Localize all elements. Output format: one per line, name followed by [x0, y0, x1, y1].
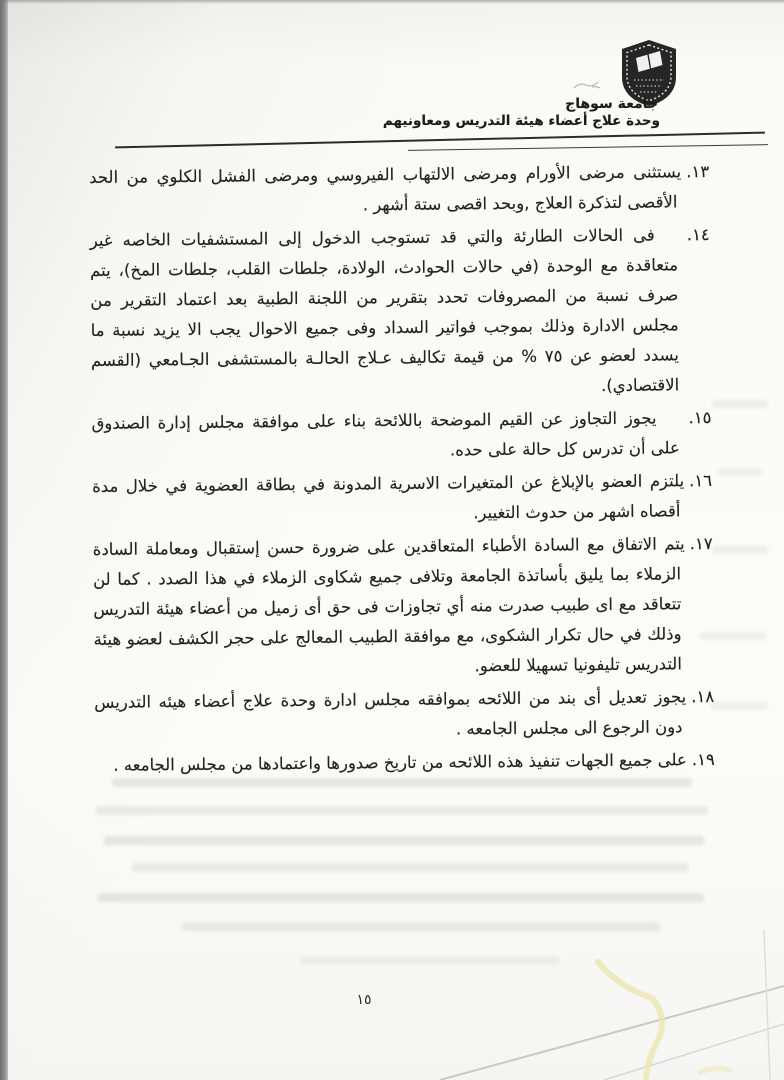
bleed-through-mark [700, 632, 766, 640]
university-name: جامعة سوهاج [565, 96, 658, 112]
bleed-through-line [98, 893, 704, 902]
item-text: يستثنى مرضى الأورام ومرضى الالتهاب الفيروسي ومرضى الفشل الكلوي من الحد الأقصى لتذكرة العلاج ,وبحد اقصى ستة أشهر . [89, 162, 682, 215]
item-text: يجوز تعديل أى بند من اللائحه بموافقه مجلس ادارة وحدة علاج أعضاء هيئه التدريس دون الرجوع الى مجلس الجامعه . [94, 687, 687, 739]
item-text: يتم الاتفاق مع السادة الأطباء المتعاقدين على ضرورة حسن إستقبال ومعاملة السادة الزملاء بما يليق بأساتذة الجامعة وتلافى جميع شكاوى الزملاء في هذا الصدد . كما لن تتعاقد مع اى طبيب صدرت منه أي تجاوزات فى حق أى زميل من أعضاء هيئة التدريس وذلك في حال تكرار الشكوى، مع موافقة الطبيب المعالج على حجر الكشف لعضو هيئة التدريس تليفونيا تسهيلا للعضو. [92, 534, 685, 676]
bleed-through-mark [712, 400, 768, 408]
page-number: ١٥ [356, 992, 372, 1008]
scan-edge-shadow [0, 0, 8, 1080]
regulation-item-18 [94, 682, 715, 748]
scan-top-shadow [0, 0, 784, 4]
item-text: يجوز التجاوز عن القيم الموضحة باللائحة بناء على موافقة مجلس إدارة الصندوق على أن تدرس كل حالة على حده. [91, 408, 680, 460]
item-number: ١٩. [691, 750, 715, 770]
regulation-item-14 [90, 220, 712, 406]
bleed-through-mark [710, 702, 768, 710]
item-number: ١٣. [686, 162, 710, 182]
regulation-item-15 [91, 403, 712, 469]
item-number: ١٥. [688, 408, 712, 428]
regulation-item-16 [92, 466, 713, 532]
regulation-item-17 [93, 529, 714, 685]
regulation-item-19 [95, 745, 715, 781]
bleed-through-line [132, 863, 688, 872]
header-rule-secondary [408, 144, 768, 151]
bleed-through-line [182, 922, 660, 931]
item-text: يلتزم العضو بالإبلاغ عن المتغيرات الاسرية المدونة في بطاقة العضوية في خلال مدة أقصاه اشهر من حدوث التغيير. [92, 471, 685, 523]
bleed-through-line [112, 778, 692, 787]
bleed-through-line [96, 806, 708, 815]
regulations-list [89, 157, 715, 784]
bleed-through-line [104, 836, 704, 845]
item-number: ١٧. [689, 534, 713, 554]
item-number: ١٤. [686, 225, 710, 245]
bleed-through-mark [718, 468, 762, 476]
handwritten-mark [572, 72, 606, 94]
item-text: فى الحالات الطارئة والتي قد تستوجب الدخول إلى المستشفيات الخاصه غير متعاقدة مع الوحدة (في حالات الحوادث، الولادة، جلطات القلب، جلطات المخ)، يتم صرف نسبة من المصروفات تحدد بتقرير من اللجنة الطبية بعد اعتماد التقرير من مجلس الادارة وذلك بموجب فواتير السداد وفى جميع الاحوال يجب الا يزيد نسبة ما يسدد لعضو عن ٧٥ % من قيمة تكاليف عـلاج الحالـة بالمستشفى الجـامعي (القسم الاقتصادي). [89, 225, 680, 396]
unit-name: وحدة علاج أعضاء هيئة التدريس ومعاونيهم [382, 113, 660, 129]
bleed-through-mark [712, 546, 768, 554]
item-number: ١٦. [689, 471, 713, 491]
item-text: على جميع الجهات تنفيذ هذه اللائحه من تاريخ صدورها واعتمادها من مجلس الجامعه . [113, 750, 687, 775]
regulation-item-13 [89, 157, 710, 223]
bleed-through-line [300, 956, 560, 965]
item-number: ١٨. [691, 687, 715, 707]
